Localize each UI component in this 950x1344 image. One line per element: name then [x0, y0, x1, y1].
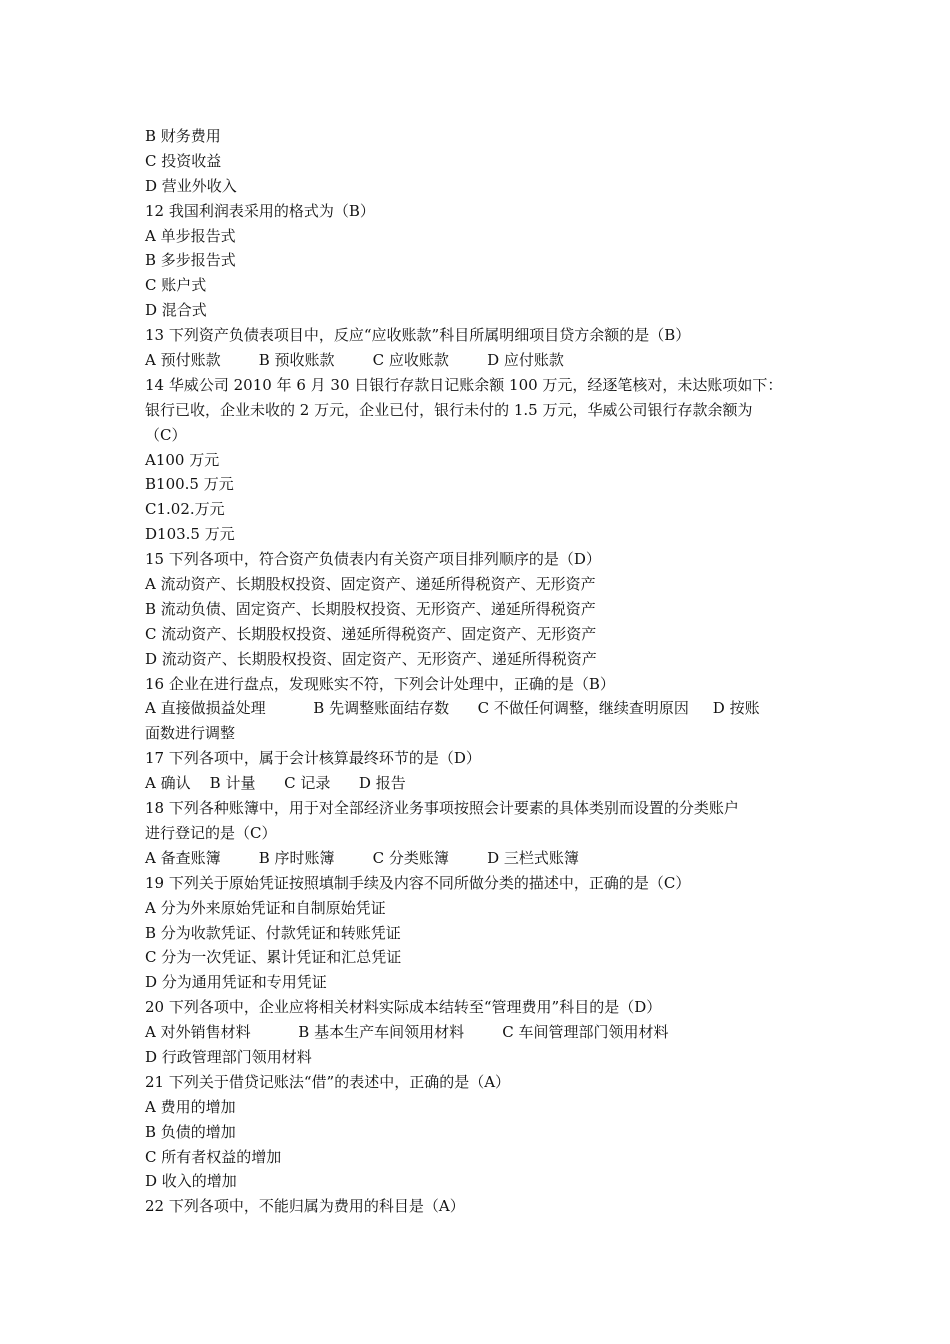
text-line: C 投资收益 — [145, 151, 222, 170]
option-line: A 对外销售材料 B 基本生产车间领用材料 C 车间管理部门领用材料 — [145, 1023, 669, 1042]
option-line: D 分为通用凭证和专用凭证 — [145, 973, 327, 992]
option-line: C1.02.万元 — [145, 500, 225, 519]
option-line: D 收入的增加 — [145, 1172, 237, 1191]
question-12: 12 我国利润表采用的格式为（B） — [145, 201, 375, 220]
option-line: A 直接做损益处理 B 先调整账面结存数 C 不做任何调整，继续查明原因 D 按账 — [145, 699, 760, 718]
option-line: C 分为一次凭证、累计凭证和汇总凭证 — [145, 948, 402, 967]
text-line: （C） — [145, 425, 187, 444]
question-21: 21 下列关于借贷记账法“借”的表述中，正确的是（A） — [145, 1072, 511, 1091]
question-16: 16 企业在进行盘点，发现账实不符，下列会计处理中，正确的是（B） — [145, 674, 615, 693]
text-line: D 营业外收入 — [145, 176, 237, 195]
question-14: 14 华威公司 2010 年 6 月 30 日银行存款日记账余额 100 万元，经逐笔核对，未达账项如下： — [145, 375, 783, 394]
option-line: B 流动负债、固定资产、长期股权投资、无形资产、递延所得税资产 — [145, 599, 596, 618]
option-line: A 分为外来原始凭证和自制原始凭证 — [145, 898, 386, 917]
question-19: 19 下列关于原始凭证按照填制手续及内容不同所做分类的描述中，正确的是（C） — [145, 873, 691, 892]
option-line: B100.5 万元 — [145, 475, 234, 494]
option-line: A 确认 B 计量 C 记录 D 报告 — [145, 774, 406, 793]
option-line: C 所有者权益的增加 — [145, 1147, 282, 1166]
document-body — [145, 124, 825, 1219]
question-20: 20 下列各项中，企业应将相关材料实际成本结转至“管理费用”科目的是（D） — [145, 998, 662, 1017]
text-line: 银行已收，企业未收的 2 万元，企业已付，银行未付的 1.5 万元，华威公司银行存款余额为 — [145, 400, 753, 419]
option-line: A 流动资产、长期股权投资、固定资产、递延所得税资产、无形资产 — [145, 575, 596, 594]
option-line: A 单步报告式 — [145, 226, 236, 245]
option-line: A 备查账簿 B 序时账簿 C 分类账簿 D 三栏式账簿 — [145, 848, 579, 867]
question-18: 18 下列各种账簿中，用于对全部经济业务事项按照会计要素的具体类别而设置的分类账户 — [145, 799, 739, 818]
option-line: A 预付账款 B 预收账款 C 应收账款 D 应付账款 — [145, 351, 564, 370]
question-22: 22 下列各项中，不能归属为费用的科目是（A） — [145, 1197, 465, 1216]
option-line: D 流动资产、长期股权投资、固定资产、无形资产、递延所得税资产 — [145, 649, 597, 668]
option-line: A100 万元 — [145, 450, 220, 469]
option-line: B 负债的增加 — [145, 1122, 236, 1141]
option-line: A 费用的增加 — [145, 1097, 236, 1116]
option-line: D 混合式 — [145, 301, 207, 320]
option-line: C 流动资产、长期股权投资、递延所得税资产、固定资产、无形资产 — [145, 624, 597, 643]
option-line: D103.5 万元 — [145, 525, 235, 544]
text-line: 面数进行调整 — [145, 724, 236, 743]
question-15: 15 下列各项中，符合资产负债表内有关资产项目排列顺序的是（D） — [145, 550, 601, 569]
option-line: D 行政管理部门领用材料 — [145, 1047, 312, 1066]
option-line: C 账户式 — [145, 276, 207, 295]
text-line: B 财务费用 — [145, 127, 221, 145]
option-line: B 分为收款凭证、付款凭证和转账凭证 — [145, 923, 401, 942]
text-line: 进行登记的是（C） — [145, 823, 277, 842]
question-13: 13 下列资产负债表项目中，反应“应收账款”科目所属明细项目贷方余额的是（B） — [145, 326, 691, 345]
option-line: B 多步报告式 — [145, 251, 236, 270]
question-17: 17 下列各项中，属于会计核算最终环节的是（D） — [145, 749, 481, 768]
